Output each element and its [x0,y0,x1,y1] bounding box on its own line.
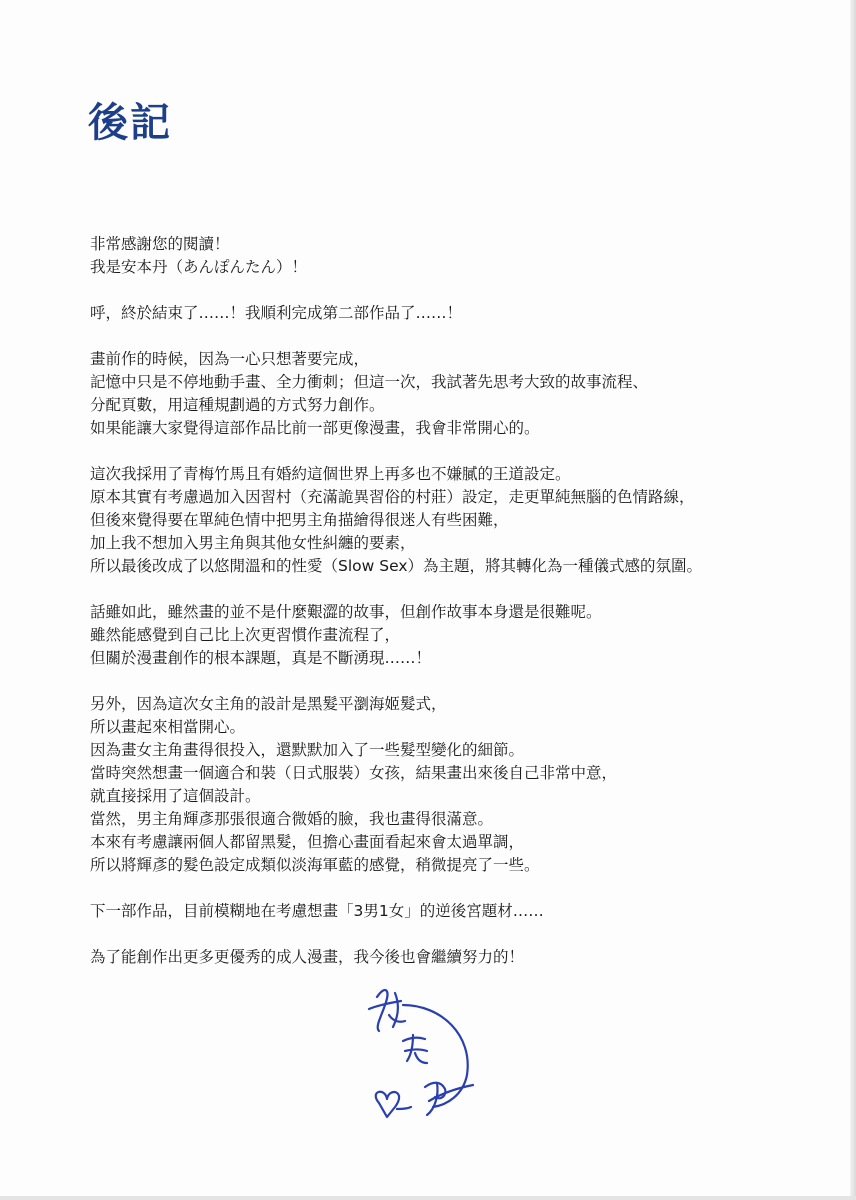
afterword-body [90,233,830,992]
page-bottom-edge [0,1196,856,1200]
paragraph [90,233,830,279]
text-line: 為了能創作出更多更優秀的成人漫畫，我今後也會繼續努力的！ [90,948,525,966]
text-line: 但關於漫畫創作的根本課題，真是不斷湧現……！ [90,649,432,667]
text-line: 本來有考慮讓兩個人都留黑髮，但擔心畫面看起來會太過單調， [90,833,525,851]
text-line: 下一部作品，目前模糊地在考慮想畫「3男1女」的逆後宮題材…… [90,902,544,920]
text-line: 因為畫女主角畫得很投入，還默默加入了一些髮型變化的細節。 [90,741,525,759]
text-line: 這次我採用了青梅竹馬且有婚約這個世界上再多也不嫌膩的王道設定。 [90,465,571,483]
paragraph [90,348,830,440]
text-line: 就直接採用了這個設計。 [90,787,261,805]
page-edge-shadow [850,0,856,1200]
paragraph [90,693,830,877]
page-title: 後記 [88,100,172,146]
text-line: 加上我不想加入男主角與其他女性糾纏的要素， [90,534,416,552]
text-line: 但後來覺得要在單純色情中把男主角描繪得很迷人有些困難， [90,511,509,529]
text-line: 非常感謝您的閱讀！ [90,235,230,253]
text-line: 另外，因為這次女主角的設計是黑髮平瀏海姬髮式， [90,695,447,713]
text-line: 我是安本丹（あんぽんたん）！ [90,258,308,276]
paragraph [90,900,830,923]
text-line: 當時突然想畫一個適合和裝（日式服裝）女孩，結果畫出來後自己非常中意， [90,764,618,782]
text-line: 所以將輝彥的髮色設定成類似淡海軍藍的感覺，稍微提亮了一些。 [90,856,540,874]
text-line: 原本其實有考慮過加入因習村（充滿詭異習俗的村莊）設定，走更單純無腦的色情路線， [90,488,695,506]
text-line: 如果能讓大家覺得這部作品比前一部更像漫畫，我會非常開心的。 [90,419,540,437]
paragraph [90,302,830,325]
text-line: 畫前作的時候，因為一心只想著要完成， [90,350,370,368]
text-line: 所以畫起來相當開心。 [90,718,246,736]
paragraph [90,601,830,670]
paragraph [90,946,830,969]
paragraph [90,463,830,578]
text-line: 所以最後改成了以悠閒溫和的性愛（Slow Sex）為主題，將其轉化為一種儀式感的氛圍。 [90,557,703,575]
handwritten-signature [355,975,495,1135]
text-line: 記憶中只是不停地動手畫、全力衝刺；但這一次，我試著先思考大致的故事流程、 [90,373,649,391]
text-line: 分配頁數，用這種規劃過的方式努力創作。 [90,396,385,414]
text-line: 呼，終於結束了……！我順利完成第二部作品了……！ [90,304,463,322]
text-line: 當然，男主角輝彥那張很適合微婚的臉，我也畫得很滿意。 [90,810,494,828]
text-line: 雖然能感覺到自己比上次更習慣作畫流程了， [90,626,401,644]
text-line: 話雖如此，雖然畫的並不是什麼艱澀的故事，但創作故事本身還是很難呢。 [90,603,602,621]
